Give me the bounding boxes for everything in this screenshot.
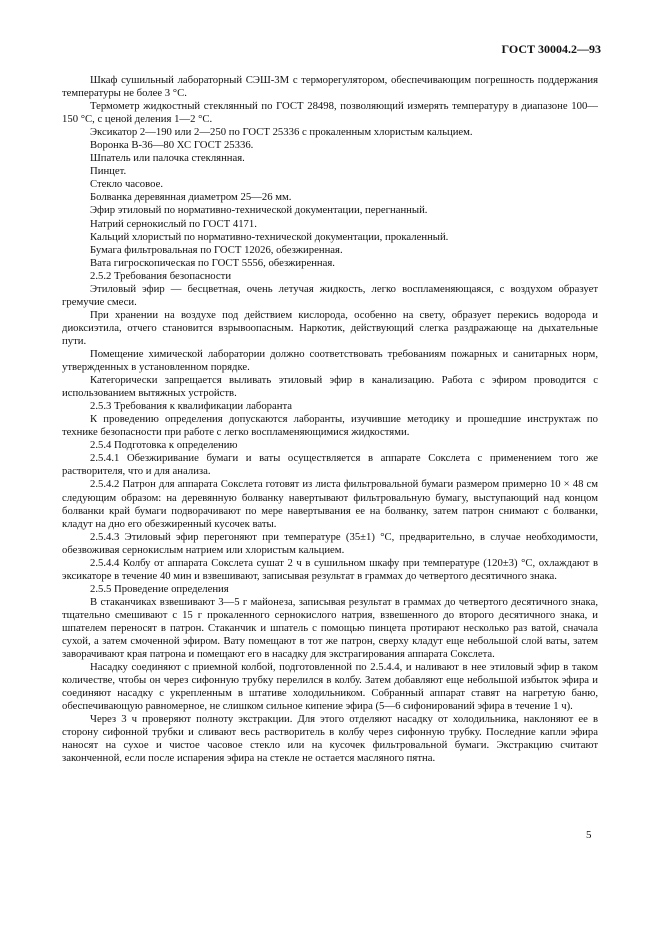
- paragraph: Болванка деревянная диаметром 25—26 мм.: [90, 191, 292, 204]
- paragraph: Помещение химической лаборатории должно соответствовать требованиям пожарных и санитарных норм, утвержденных в установленном порядке.: [62, 347, 598, 374]
- section-heading: 2.5.5 Проведение определения: [90, 582, 229, 595]
- section-heading: 2.5.3 Требования к квалификации лаборанта: [90, 400, 293, 413]
- paragraph: К проведению определения допускаются лаборанты, изучившие методику и прошедшие инструктаж по технике безопасности при работе с легко воспламеняющимися жидкостями.: [62, 413, 598, 439]
- paragraph: Воронка В-36—80 ХС ГОСТ 25336.: [90, 139, 254, 152]
- paragraph: Эксикатор 2—190 или 2—250 по ГОСТ 25336 с прокаленным хлористым кальцием.: [90, 126, 473, 139]
- paragraph: При хранении на воздухе под действием кислорода, особенно на свету, образует перекись водорода и диоксиэтила, отчего становится взрывоопасным. Наркотик, действующий слегка раздражающе на дыхательные пути.: [62, 308, 598, 347]
- paragraph: Кальций хлористый по нормативно-технической документации, прокаленный.: [90, 230, 449, 243]
- page-number: 5: [586, 829, 592, 841]
- paragraph: Категорически запрещается выливать этиловый эфир в канализацию. Работа с эфиром проводится с использованием вытяжных устройств.: [62, 374, 598, 400]
- paragraph: Вата гигроскопическая по ГОСТ 5556, обезжиренная.: [90, 256, 335, 269]
- paragraph: Насадку соединяют с приемной колбой, подготовленной по 2.5.4.4, и наливают в нее этиловый эфир в таком количестве, чтобы он через сифонную трубку перелился в колбу. Затем добавляют еще небольшой избыток эфира и соединяют насадку с укрепленным в штативе холодильником. Собранный аппарат ставят на нагретую баню, обеспечивающую равномерное, не слишком сильное кипение эфира (5—6 сифонирований эфира в течение 1 ч).: [62, 661, 598, 713]
- paragraph: Пинцет.: [90, 165, 127, 178]
- paragraph: В стаканчиках взвешивают 3—5 г майонеза, записывая результат в граммах до четвертого десятичного знака, тщательно смешивают с 15 г прокаленного сернокислого натрия, взвешенного до второго десятичного знака, и шпателем переносят в патрон. Стаканчик и шпатель с помощью пинцета протирают несколько раз ватой, сначала сухой, а затем смоченной эфиром. Вату помещают в тот же патрон, сверху кладут еще небольшой слой ваты, затем заворачивают края патрона и помещают его в насадку для экстрагирования аппарата Сокслета.: [62, 595, 598, 661]
- paragraph: Шпатель или палочка стеклянная.: [90, 152, 245, 165]
- document-header: ГОСТ 30004.2—93: [501, 42, 601, 56]
- paragraph: Эфир этиловый по нормативно-технической документации, перегнанный.: [90, 204, 428, 217]
- paragraph: Шкаф сушильный лабораторный СЭШ-3М с терморегулятором, обеспечивающим погрешность поддержания температуры не более 3 °С.: [62, 74, 598, 100]
- paragraph: Термометр жидкостный стеклянный по ГОСТ 28498, позволяющий измерять температуру в диапазоне 100—150 °С, с ценой деления 1—2 °С.: [62, 100, 598, 126]
- paragraph: Через 3 ч проверяют полноту экстракции. Для этого отделяют насадку от холодильника, наклоняют ее в сторону сифонной трубки и сливают весь растворитель в колбу через сифонную трубку. Последние капли эфира наносят на сухое и чистое часовое стекло или на кусочек фильтровальной бумаги. Экстракцию считают законченной, если после испарения эфира на стекле не остается масляного пятна.: [62, 713, 598, 765]
- paragraph: 2.5.4.3 Этиловый эфир перегоняют при температуре (35±1) °С, предварительно, в случае необходимости, обезвоживая сернокислым натрием или хлористым кальцием.: [62, 530, 598, 556]
- paragraph: Этиловый эфир — бесцветная, очень летучая жидкость, легко воспламеняющаяся, с воздухом образует гремучие смеси.: [62, 282, 598, 308]
- paragraph: Бумага фильтровальная по ГОСТ 12026, обезжиренная.: [90, 243, 343, 256]
- document-body: [62, 74, 598, 765]
- paragraph: Натрий сернокислый по ГОСТ 4171.: [90, 217, 257, 230]
- paragraph: Стекло часовое.: [90, 178, 164, 191]
- section-heading: 2.5.4 Подготовка к определению: [90, 439, 238, 452]
- section-heading: 2.5.2 Требования безопасности: [90, 269, 232, 282]
- paragraph: 2.5.4.4 Колбу от аппарата Сокслета сушат 2 ч в сушильном шкафу при температуре (120±3) °С, охлаждают в эксикаторе в течение 40 мин и взвешивают, записывая результат в граммах до четвертого десятичного знака.: [62, 556, 598, 582]
- paragraph: 2.5.4.2 Патрон для аппарата Сокслета готовят из листа фильтровальной бумаги размером примерно 10 × 48 см следующим образом: на деревянную болванку навертывают фильтровальную бумагу, выступающий над концом болванки край бумаги подворачивают по мере навертывания ее на болванку, затем патрон снимают с болванки, кладут на дно его обезжиренный кусочек ваты.: [62, 478, 598, 530]
- paragraph: 2.5.4.1 Обезжиривание бумаги и ваты осуществляется в аппарате Сокслета с применением того же растворителя, что и для анализа.: [62, 452, 598, 478]
